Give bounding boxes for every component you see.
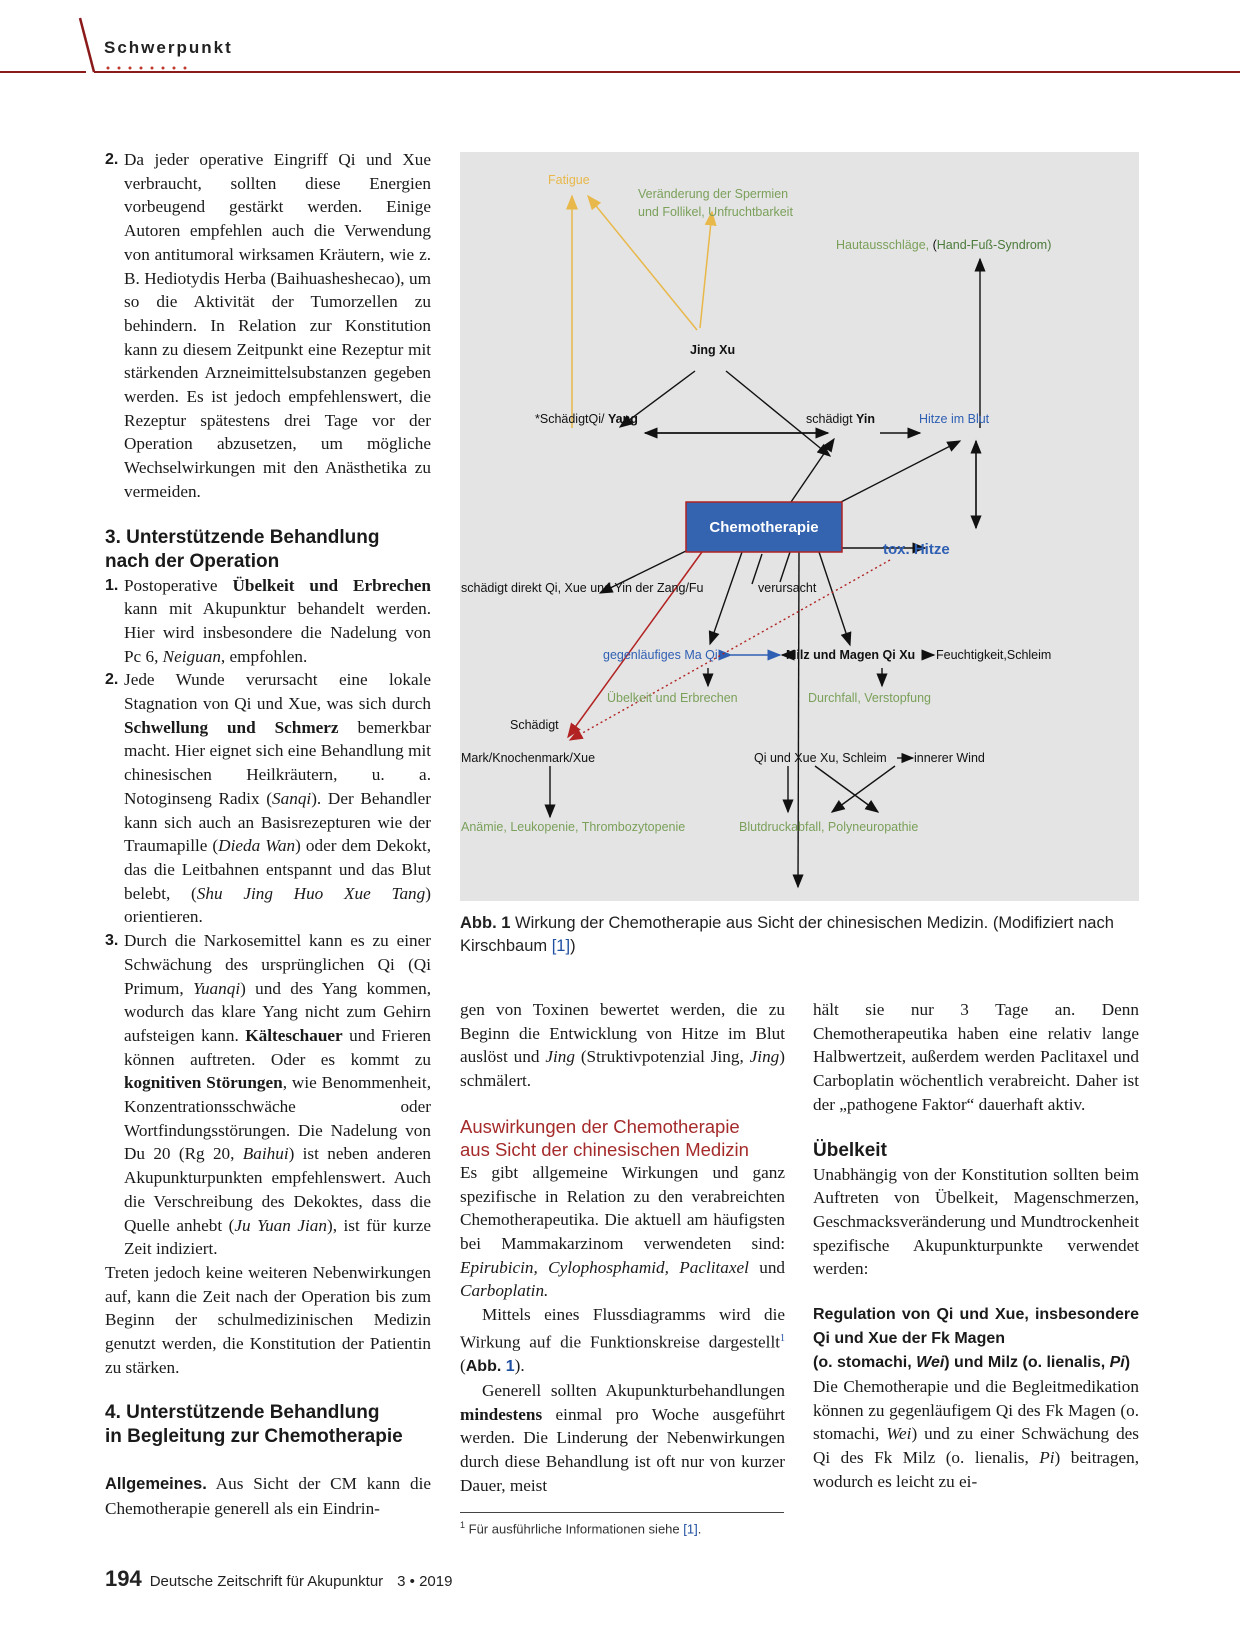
list-item — [105, 929, 431, 1261]
list-item — [105, 574, 431, 669]
paragraph: Die Chemotherapie und die Begleitmedikation können zu gegenläufigem Qi des Fk Magen (o. stomachi, Wei) und zu einer Schwächung des Qi des Fk Milz (o. lienalis, Pi) beitragen, wodurch es leicht zu ei- — [813, 1377, 1140, 1491]
yellow-arrows — [572, 196, 712, 428]
subheading-regulation: Regulation von Qi und Xue, insbesondere Qi und Xue der Fk Magen (o. stomachi, Wei) und Milz (o. lienalis, Pi) — [813, 1306, 1139, 1372]
label-gegen-ma-qi: gegenläufiges Ma Qi — [603, 648, 718, 662]
list-text: Da jeder operative Eingriff Qi und Xue verbraucht, sollten diese Energien vorbeugend gestärkt werden. Einige Autoren empfehlen auch die Verwendung von antitumoral wirksamen Kräutern, wie z. B. Hediotydis Herba (Baihuasheshecao), um so die Aktivität der Tumorzellen zu behindern. In Relation zur Konstitution kann zu diesem Zeitpunkt eine Rezeptur mit stärkenden Arzneimittelsubstanzen gegeben werden. Es ist jedoch empfehlenswert, die Rezeptur spätestens drei Tage vor der Operation abzusetzen, um mögliche Wechselwirkungen mit den Anästhetika zu vermeiden. — [124, 150, 431, 501]
page-number: 194 — [105, 1566, 142, 1591]
figure-link[interactable]: 1 — [505, 1358, 515, 1376]
paragraph: Es gibt allgemeine Wirkungen und ganz spezifische in Relation zu den verabreichten Chemotherapeutika. Die aktuell am häufigsten bei Mammakarzinom verwendeten sind: Epirubicin, Cylophosphamid, Paclitaxel und Carboplatin. — [460, 1162, 785, 1301]
middle-column — [460, 998, 785, 1497]
citation-link[interactable]: [1] — [551, 937, 571, 955]
journal-name: Deutsche Zeitschrift für Akupunktur — [149, 1573, 384, 1590]
list-item — [105, 668, 431, 929]
label-milz-magen: Milz und Magen Qi Xu — [786, 648, 916, 662]
list-text: Jede Wunde verursacht eine lokale Stagnation von Qi und Xue, was sich durch Schwellung und Schmerz bemerkbar macht. Hier eignet sich eine Behandlung mit chinesischen Heilkräutern, u. a. Notoginseng Radix (Sanqi). Der Behandler kann sich auch an Basisrezepturen wie der Traumapille (Dieda Wan) oder dem Dekokt, das die Leitbahnen entspannt und das Blut belebt, (Shu Jing Huo Xue Tang) orientieren. — [124, 670, 432, 927]
footnote-rule — [460, 1512, 784, 1513]
label-verursacht: verursacht — [758, 581, 817, 595]
section-heading-uebelkeit: Übelkeit — [813, 1139, 887, 1161]
label-tox-hitze: tox. Hitze — [883, 541, 950, 558]
paragraph: gen von Toxinen bewertet werden, die zu Beginn die Entwicklung von Hitze im Blut auslöst und Jing (Struktivpotenzial Jing, Jing) schmälert. — [460, 1000, 785, 1091]
list-number: 2. — [105, 671, 119, 689]
paragraph: Unabhängig von der Konstitution sollten beim Auftreten von Übelkeit, Magenschmerzen, Geschmacksveränderung und Mundtrockenheit spezifische Akupunkturpunkte verwendet werden: — [813, 1164, 1139, 1279]
page-header — [0, 0, 1240, 90]
label-haut: Hautausschläge, (Hand-Fuß-Syndrom) — [836, 238, 1052, 252]
label-durchfall: Durchfall, Verstopfung — [808, 691, 931, 705]
label-schaedigt: Schädigt — [510, 718, 559, 732]
chemo-label: Chemotherapie — [709, 519, 819, 536]
red-arrow — [568, 552, 702, 737]
label-spermien-2: und Follikel, Unfruchtbarkeit — [638, 205, 793, 219]
black-arrows — [550, 259, 980, 887]
section-heading-auswirkungen: Auswirkungen der Chemotherapie aus Sicht der chinesischen Medizin — [460, 1115, 749, 1160]
list-item — [105, 148, 431, 504]
label-jing-xu: Jing Xu — [690, 343, 736, 357]
list-number: 2. — [105, 151, 119, 168]
issue-number: 3 • 2019 — [397, 1573, 453, 1590]
right-column — [813, 998, 1139, 1494]
list-text: Postoperative Übelkeit und Erbrechen kann mit Akupunktur behandelt werden. Hier wird insbesondere die Nadelung von Pc 6, Neiguan, empfohlen. — [124, 575, 431, 666]
paragraph: Allgemeines. Aus Sicht der CM kann die Chemotherapie generell als ein Eindrin- — [105, 1474, 431, 1519]
label-schaedigt-yin: schädigt Yin — [806, 412, 876, 426]
paragraph: Treten jedoch keine weiteren Nebenwirkungen auf, kann die Zeit nach der Operation bis zum Beginn der schulmedizinischen Medizin genutzt werden, die Konstitution der Patientin zu stärken. — [105, 1262, 431, 1377]
paragraph: Mittels eines Flussdiagramms wird die Wirkung auf die Funktionskreise dargestellt$^1$ (Abb. 1). — [460, 1305, 785, 1376]
footnote: $^1$ Für ausführliche Informationen siehe [1]. — [460, 1520, 702, 1537]
label-fatigue: Fatigue — [548, 173, 590, 187]
left-column — [105, 148, 431, 1521]
section-heading-3: 3. Unterstützende Behandlung nach der Operation — [105, 526, 380, 572]
label-feucht: Feuchtigkeit,Schleim — [936, 648, 1052, 662]
figure-caption: Abb. 1 Wirkung der Chemotherapie aus Sicht der chinesischen Medizin. (Modifiziert nach Kirschbaum [1]) — [460, 914, 1114, 955]
label-innerer-wind: innerer Wind — [914, 751, 985, 765]
section-label: Schwerpunkt — [104, 38, 233, 57]
list-text: Durch die Narkosemittel kann es zu einer Schwächung des ursprünglichen Qi (Qi Primum, Yuanqi) und des Yang kommen, wodurch das klare Yang nicht zum Gehirn aufsteigen kann. Kälteschauer und Frieren können auftreten. Oder es kommt zu kognitiven Störungen, wie Benommenheit, Konzentrationsschwäche oder Wortfindungsstörungen. Die Nadelung von Du 20 (Rg 20, Baihui) ist neben anderen Akupunkturpunkten empfehlenswert. Auch die Verschreibung des Dekoktes, dass die Quelle anhebt (Ju Yuan Jian), ist für kurze Zeit indiziert. — [124, 931, 432, 1259]
label-anaemie: Anämie, Leukopenie, Thrombozytopenie — [461, 820, 686, 834]
section-heading-4: 4. Unterstützende Behandlung in Begleitung zur Chemotherapie — [105, 1402, 403, 1448]
label-mark: Mark/Knochenmark/Xue — [461, 751, 596, 765]
label-blutdruck: Blutdruckabfall, Polyneuropathie — [739, 820, 919, 834]
label-direkt: schädigt direkt Qi, Xue und Yin der Zang/Fu — [461, 581, 704, 595]
citation-link[interactable]: [1] — [683, 1521, 698, 1537]
label-uebelkeit: Übelkeit und Erbrechen — [607, 691, 738, 705]
list-number: 3. — [105, 932, 119, 950]
list-number: 1. — [105, 576, 119, 594]
label-hitze-blut: Hitze im Blut — [919, 412, 990, 426]
label-spermien-1: Veränderung der Spermien — [638, 187, 789, 201]
page-footer — [105, 1566, 452, 1592]
paragraph: Generell sollten Akupunkturbehandlungen mindestens einmal pro Woche ausgeführt werden. Die Linderung der Nebenwirkungen durch diese Behandlung ist oft nur von kurzer Dauer, meist — [460, 1380, 785, 1495]
label-qi-xue-xu: Qi und Xue Xu, Schleim — [754, 751, 887, 765]
flow-diagram — [460, 152, 1139, 901]
paragraph: hält sie nur 3 Tage an. Denn Chemotherapeutika haben eine relativ lange Halbwertzeit, außerdem werden Paclitaxel und Carboplatin wöchentlich verabreicht. Daher ist der „pathogene Faktor“ dauerhaft aktiv. — [813, 1000, 1139, 1114]
label-schaedigt-qi-yang: *SchädigtQi/ Yang — [535, 412, 638, 426]
